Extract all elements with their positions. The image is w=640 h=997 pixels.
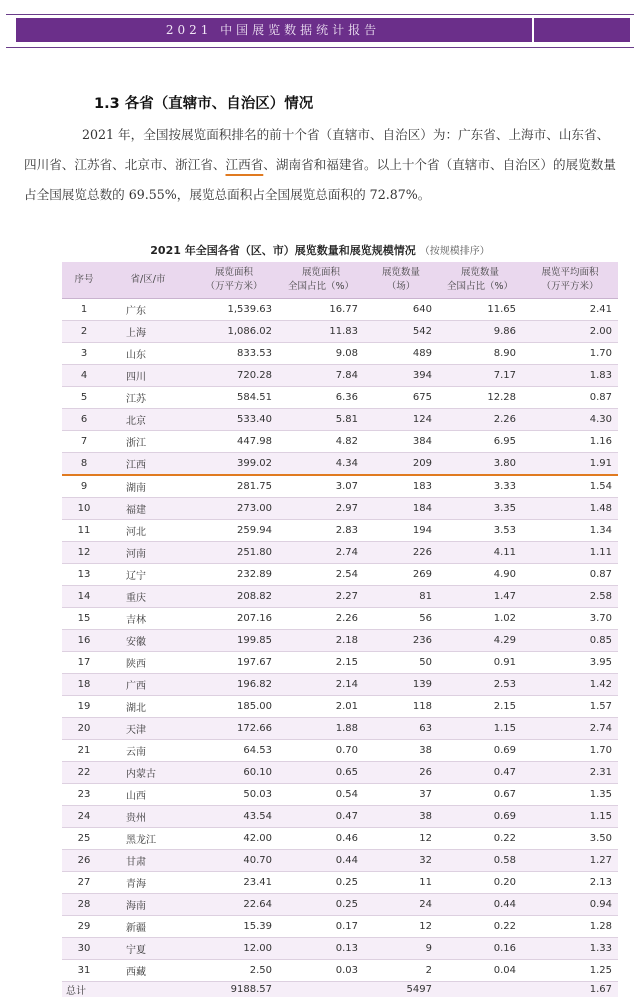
cell-area: 60.10 <box>190 762 278 784</box>
cell-province: 青海 <box>106 872 190 894</box>
table-row <box>62 321 618 343</box>
table-row <box>62 696 618 718</box>
cell-area-share: 0.65 <box>278 762 364 784</box>
cell-avg: 3.50 <box>522 828 618 850</box>
cell-province: 新疆 <box>106 916 190 938</box>
table-total-row <box>62 982 618 997</box>
cell-no: 15 <box>62 608 106 630</box>
cell-area-share: 2.74 <box>278 542 364 564</box>
cell-no: 7 <box>62 431 106 453</box>
cell-count-share: 3.53 <box>438 520 522 542</box>
table-row <box>62 916 618 938</box>
cell-count: 139 <box>364 674 438 696</box>
header-no: 序号 <box>62 262 106 299</box>
cell-no: 13 <box>62 564 106 586</box>
cell-avg: 1.28 <box>522 916 618 938</box>
cell-count-share: 11.65 <box>438 299 522 321</box>
cell-province: 海南 <box>106 894 190 916</box>
table-row <box>62 431 618 453</box>
cell-area: 833.53 <box>190 343 278 365</box>
header-avg: 展览平均面积 （万平方米） <box>522 262 618 299</box>
cell-area: 185.00 <box>190 696 278 718</box>
cell-area: 197.67 <box>190 652 278 674</box>
section-heading: 1.3 各省（直辖市、自治区）情况 <box>94 92 313 113</box>
cell-province: 上海 <box>106 321 190 343</box>
header-count-share: 展览数量 全国占比（%） <box>438 262 522 299</box>
cell-area-share: 2.14 <box>278 674 364 696</box>
table-row <box>62 938 618 960</box>
cell-count: 209 <box>364 453 438 476</box>
cell-count: 236 <box>364 630 438 652</box>
cell-area: 22.64 <box>190 894 278 916</box>
cell-area: 259.94 <box>190 520 278 542</box>
cell-area: 12.00 <box>190 938 278 960</box>
cell-avg: 1.42 <box>522 674 618 696</box>
table-row <box>62 872 618 894</box>
cell-province: 四川 <box>106 365 190 387</box>
total-empty <box>438 982 522 997</box>
cell-avg: 0.94 <box>522 894 618 916</box>
cell-area: 251.80 <box>190 542 278 564</box>
cell-avg: 2.41 <box>522 299 618 321</box>
cell-no: 24 <box>62 806 106 828</box>
paragraph-text-1: 2021 年，全国按展览面积排名的前十个省（直辖市、自治区）为：广东省、上海市、山东省、四川省、江苏省、北京市、浙江省、 <box>24 127 609 172</box>
cell-area: 447.98 <box>190 431 278 453</box>
cell-avg: 1.91 <box>522 453 618 476</box>
table-row <box>62 299 618 321</box>
cell-count-share: 0.22 <box>438 916 522 938</box>
cell-area-share: 2.18 <box>278 630 364 652</box>
cell-count-share: 2.26 <box>438 409 522 431</box>
cell-area: 1,539.63 <box>190 299 278 321</box>
cell-count-share: 0.04 <box>438 960 522 982</box>
cell-no: 30 <box>62 938 106 960</box>
cell-province: 重庆 <box>106 586 190 608</box>
cell-no: 28 <box>62 894 106 916</box>
cell-province: 吉林 <box>106 608 190 630</box>
cell-area: 43.54 <box>190 806 278 828</box>
cell-province: 内蒙古 <box>106 762 190 784</box>
cell-count-share: 0.58 <box>438 850 522 872</box>
total-empty <box>106 982 190 997</box>
cell-area: 50.03 <box>190 784 278 806</box>
cell-area: 720.28 <box>190 365 278 387</box>
cell-province: 甘肃 <box>106 850 190 872</box>
cell-count-share: 4.11 <box>438 542 522 564</box>
cell-avg: 4.30 <box>522 409 618 431</box>
cell-no: 27 <box>62 872 106 894</box>
cell-avg: 1.83 <box>522 365 618 387</box>
cell-province: 西藏 <box>106 960 190 982</box>
cell-count-share: 0.44 <box>438 894 522 916</box>
total-count: 5497 <box>364 982 438 997</box>
cell-area-share: 6.36 <box>278 387 364 409</box>
cell-area: 196.82 <box>190 674 278 696</box>
table-row <box>62 652 618 674</box>
cell-province: 黑龙江 <box>106 828 190 850</box>
cell-count: 640 <box>364 299 438 321</box>
cell-avg: 2.00 <box>522 321 618 343</box>
province-stats-table <box>62 262 618 997</box>
cell-province: 辽宁 <box>106 564 190 586</box>
cell-count-share: 1.47 <box>438 586 522 608</box>
cell-count: 56 <box>364 608 438 630</box>
cell-no: 22 <box>62 762 106 784</box>
cell-count-share: 2.53 <box>438 674 522 696</box>
table-row <box>62 630 618 652</box>
cell-avg: 2.13 <box>522 872 618 894</box>
cell-avg: 0.85 <box>522 630 618 652</box>
cell-province: 宁夏 <box>106 938 190 960</box>
table-row <box>62 608 618 630</box>
cell-count-share: 12.28 <box>438 387 522 409</box>
cell-area: 1,086.02 <box>190 321 278 343</box>
cell-area-share: 0.70 <box>278 740 364 762</box>
cell-province: 江西 <box>106 453 190 476</box>
cell-province: 陕西 <box>106 652 190 674</box>
table-header-row <box>62 262 618 299</box>
cell-no: 4 <box>62 365 106 387</box>
cell-no: 1 <box>62 299 106 321</box>
cell-avg: 2.58 <box>522 586 618 608</box>
cell-count-share: 0.69 <box>438 806 522 828</box>
cell-count-share: 2.15 <box>438 696 522 718</box>
table-row <box>62 762 618 784</box>
cell-area: 399.02 <box>190 453 278 476</box>
cell-no: 23 <box>62 784 106 806</box>
cell-area: 40.70 <box>190 850 278 872</box>
cell-province: 江苏 <box>106 387 190 409</box>
paragraph-highlight: 江西省 <box>226 157 264 172</box>
cell-count: 32 <box>364 850 438 872</box>
cell-area-share: 0.46 <box>278 828 364 850</box>
cell-avg: 1.54 <box>522 475 618 498</box>
report-header-band <box>6 14 634 48</box>
cell-count-share: 9.86 <box>438 321 522 343</box>
cell-avg: 1.34 <box>522 520 618 542</box>
cell-area-share: 0.03 <box>278 960 364 982</box>
cell-province: 云南 <box>106 740 190 762</box>
table-row <box>62 409 618 431</box>
cell-province: 湖南 <box>106 475 190 498</box>
cell-no: 14 <box>62 586 106 608</box>
cell-area: 23.41 <box>190 872 278 894</box>
cell-area-share: 2.01 <box>278 696 364 718</box>
cell-area: 232.89 <box>190 564 278 586</box>
cell-no: 10 <box>62 498 106 520</box>
cell-province: 山西 <box>106 784 190 806</box>
cell-area-share: 2.54 <box>278 564 364 586</box>
cell-province: 广西 <box>106 674 190 696</box>
cell-count: 269 <box>364 564 438 586</box>
cell-count: 50 <box>364 652 438 674</box>
cell-avg: 1.15 <box>522 806 618 828</box>
table-row <box>62 365 618 387</box>
cell-area: 584.51 <box>190 387 278 409</box>
cell-area-share: 3.07 <box>278 475 364 498</box>
cell-count: 24 <box>364 894 438 916</box>
cell-no: 29 <box>62 916 106 938</box>
cell-area-share: 11.83 <box>278 321 364 343</box>
cell-count: 394 <box>364 365 438 387</box>
cell-area-share: 9.08 <box>278 343 364 365</box>
cell-area-share: 0.13 <box>278 938 364 960</box>
cell-count: 384 <box>364 431 438 453</box>
cell-area-share: 0.25 <box>278 894 364 916</box>
cell-province: 贵州 <box>106 806 190 828</box>
cell-count-share: 0.20 <box>438 872 522 894</box>
cell-no: 19 <box>62 696 106 718</box>
cell-count: 38 <box>364 806 438 828</box>
cell-count: 11 <box>364 872 438 894</box>
cell-avg: 1.70 <box>522 343 618 365</box>
cell-no: 3 <box>62 343 106 365</box>
table-row <box>62 542 618 564</box>
section-paragraph <box>24 120 620 210</box>
cell-avg: 1.27 <box>522 850 618 872</box>
cell-area: 273.00 <box>190 498 278 520</box>
cell-no: 16 <box>62 630 106 652</box>
cell-count-share: 7.17 <box>438 365 522 387</box>
cell-avg: 2.31 <box>522 762 618 784</box>
cell-area-share: 4.82 <box>278 431 364 453</box>
cell-area-share: 0.54 <box>278 784 364 806</box>
cell-province: 安徽 <box>106 630 190 652</box>
cell-avg: 1.16 <box>522 431 618 453</box>
cell-avg: 1.57 <box>522 696 618 718</box>
cell-area: 172.66 <box>190 718 278 740</box>
cell-count-share: 0.69 <box>438 740 522 762</box>
report-header-bar <box>16 18 630 42</box>
cell-no: 21 <box>62 740 106 762</box>
cell-count-share: 0.91 <box>438 652 522 674</box>
cell-area-share: 1.88 <box>278 718 364 740</box>
cell-province: 湖北 <box>106 696 190 718</box>
cell-count-share: 0.16 <box>438 938 522 960</box>
cell-area-share: 7.84 <box>278 365 364 387</box>
table-row <box>62 740 618 762</box>
cell-area: 199.85 <box>190 630 278 652</box>
cell-province: 山东 <box>106 343 190 365</box>
cell-count-share: 4.90 <box>438 564 522 586</box>
cell-count: 183 <box>364 475 438 498</box>
cell-avg: 3.95 <box>522 652 618 674</box>
cell-area: 208.82 <box>190 586 278 608</box>
cell-area-share: 2.27 <box>278 586 364 608</box>
table-row <box>62 674 618 696</box>
table-title <box>0 242 640 258</box>
cell-area: 281.75 <box>190 475 278 498</box>
cell-avg: 2.74 <box>522 718 618 740</box>
cell-count-share: 0.22 <box>438 828 522 850</box>
table-row <box>62 475 618 498</box>
cell-area: 15.39 <box>190 916 278 938</box>
cell-count: 118 <box>364 696 438 718</box>
table-title-text: 2021 年全国各省（区、市）展览数量和展览规模情况 <box>150 244 415 257</box>
cell-area-share: 0.47 <box>278 806 364 828</box>
cell-no: 6 <box>62 409 106 431</box>
table-row <box>62 498 618 520</box>
cell-area: 42.00 <box>190 828 278 850</box>
cell-area-share: 5.81 <box>278 409 364 431</box>
cell-avg: 1.25 <box>522 960 618 982</box>
cell-no: 18 <box>62 674 106 696</box>
table-row <box>62 850 618 872</box>
header-province: 省/区/市 <box>106 262 190 299</box>
cell-area-share: 16.77 <box>278 299 364 321</box>
cell-avg: 3.70 <box>522 608 618 630</box>
cell-count: 194 <box>364 520 438 542</box>
table-row <box>62 828 618 850</box>
cell-count-share: 4.29 <box>438 630 522 652</box>
cell-count: 489 <box>364 343 438 365</box>
total-empty <box>278 982 364 997</box>
cell-area-share: 2.97 <box>278 498 364 520</box>
table-row <box>62 894 618 916</box>
cell-count: 26 <box>364 762 438 784</box>
cell-count: 81 <box>364 586 438 608</box>
header-area: 展览面积 （万平方米） <box>190 262 278 299</box>
header-separator <box>532 18 534 42</box>
cell-count: 542 <box>364 321 438 343</box>
cell-no: 8 <box>62 453 106 476</box>
cell-no: 2 <box>62 321 106 343</box>
cell-no: 5 <box>62 387 106 409</box>
cell-province: 福建 <box>106 498 190 520</box>
cell-province: 广东 <box>106 299 190 321</box>
cell-area-share: 4.34 <box>278 453 364 476</box>
cell-area-share: 2.26 <box>278 608 364 630</box>
table-row <box>62 960 618 982</box>
cell-avg: 1.35 <box>522 784 618 806</box>
table-row <box>62 564 618 586</box>
cell-count: 12 <box>364 916 438 938</box>
total-label: 总计 <box>62 982 106 997</box>
cell-area: 207.16 <box>190 608 278 630</box>
cell-province: 浙江 <box>106 431 190 453</box>
cell-count: 63 <box>364 718 438 740</box>
cell-count: 184 <box>364 498 438 520</box>
cell-count-share: 0.67 <box>438 784 522 806</box>
cell-province: 天津 <box>106 718 190 740</box>
cell-avg: 1.11 <box>522 542 618 564</box>
cell-no: 31 <box>62 960 106 982</box>
cell-no: 9 <box>62 475 106 498</box>
cell-no: 11 <box>62 520 106 542</box>
table-row <box>62 520 618 542</box>
table-row <box>62 453 618 476</box>
cell-area: 533.40 <box>190 409 278 431</box>
table-row <box>62 387 618 409</box>
total-avg: 1.67 <box>522 982 618 997</box>
paragraph-text-2: 、湖南省和福建省。以上十个省（直辖市、自治区）的展览数量占全国展览总数的 69.55%，展览总面积占全国展览总面积的 72.87%。 <box>24 157 616 202</box>
cell-count-share: 0.47 <box>438 762 522 784</box>
cell-count-share: 1.02 <box>438 608 522 630</box>
header-count: 展览数量 （场） <box>364 262 438 299</box>
cell-count: 37 <box>364 784 438 806</box>
cell-area-share: 0.44 <box>278 850 364 872</box>
table-row <box>62 784 618 806</box>
report-title: 2021 中国展览数据统计报告 <box>16 18 530 42</box>
cell-area-share: 0.17 <box>278 916 364 938</box>
cell-avg: 1.33 <box>522 938 618 960</box>
cell-count-share: 3.35 <box>438 498 522 520</box>
cell-no: 12 <box>62 542 106 564</box>
cell-area-share: 0.25 <box>278 872 364 894</box>
cell-area: 2.50 <box>190 960 278 982</box>
cell-avg: 0.87 <box>522 564 618 586</box>
cell-count-share: 8.90 <box>438 343 522 365</box>
table-row <box>62 718 618 740</box>
cell-count-share: 3.80 <box>438 453 522 476</box>
cell-count: 38 <box>364 740 438 762</box>
cell-area: 64.53 <box>190 740 278 762</box>
table-subtitle: （按规模排序） <box>420 246 490 257</box>
cell-area-share: 2.83 <box>278 520 364 542</box>
cell-avg: 0.87 <box>522 387 618 409</box>
cell-province: 北京 <box>106 409 190 431</box>
cell-count: 675 <box>364 387 438 409</box>
cell-no: 20 <box>62 718 106 740</box>
cell-no: 25 <box>62 828 106 850</box>
cell-area-share: 2.15 <box>278 652 364 674</box>
cell-count: 124 <box>364 409 438 431</box>
cell-count-share: 6.95 <box>438 431 522 453</box>
cell-count-share: 3.33 <box>438 475 522 498</box>
table-row <box>62 343 618 365</box>
cell-province: 河北 <box>106 520 190 542</box>
cell-province: 河南 <box>106 542 190 564</box>
cell-count: 2 <box>364 960 438 982</box>
cell-count: 226 <box>364 542 438 564</box>
cell-no: 17 <box>62 652 106 674</box>
cell-count: 9 <box>364 938 438 960</box>
cell-count: 12 <box>364 828 438 850</box>
cell-avg: 1.70 <box>522 740 618 762</box>
cell-avg: 1.48 <box>522 498 618 520</box>
header-area-share: 展览面积 全国占比（%） <box>278 262 364 299</box>
cell-count-share: 1.15 <box>438 718 522 740</box>
table-body <box>62 299 618 997</box>
table-row <box>62 806 618 828</box>
cell-no: 26 <box>62 850 106 872</box>
table-row <box>62 586 618 608</box>
total-area: 9188.57 <box>190 982 278 997</box>
